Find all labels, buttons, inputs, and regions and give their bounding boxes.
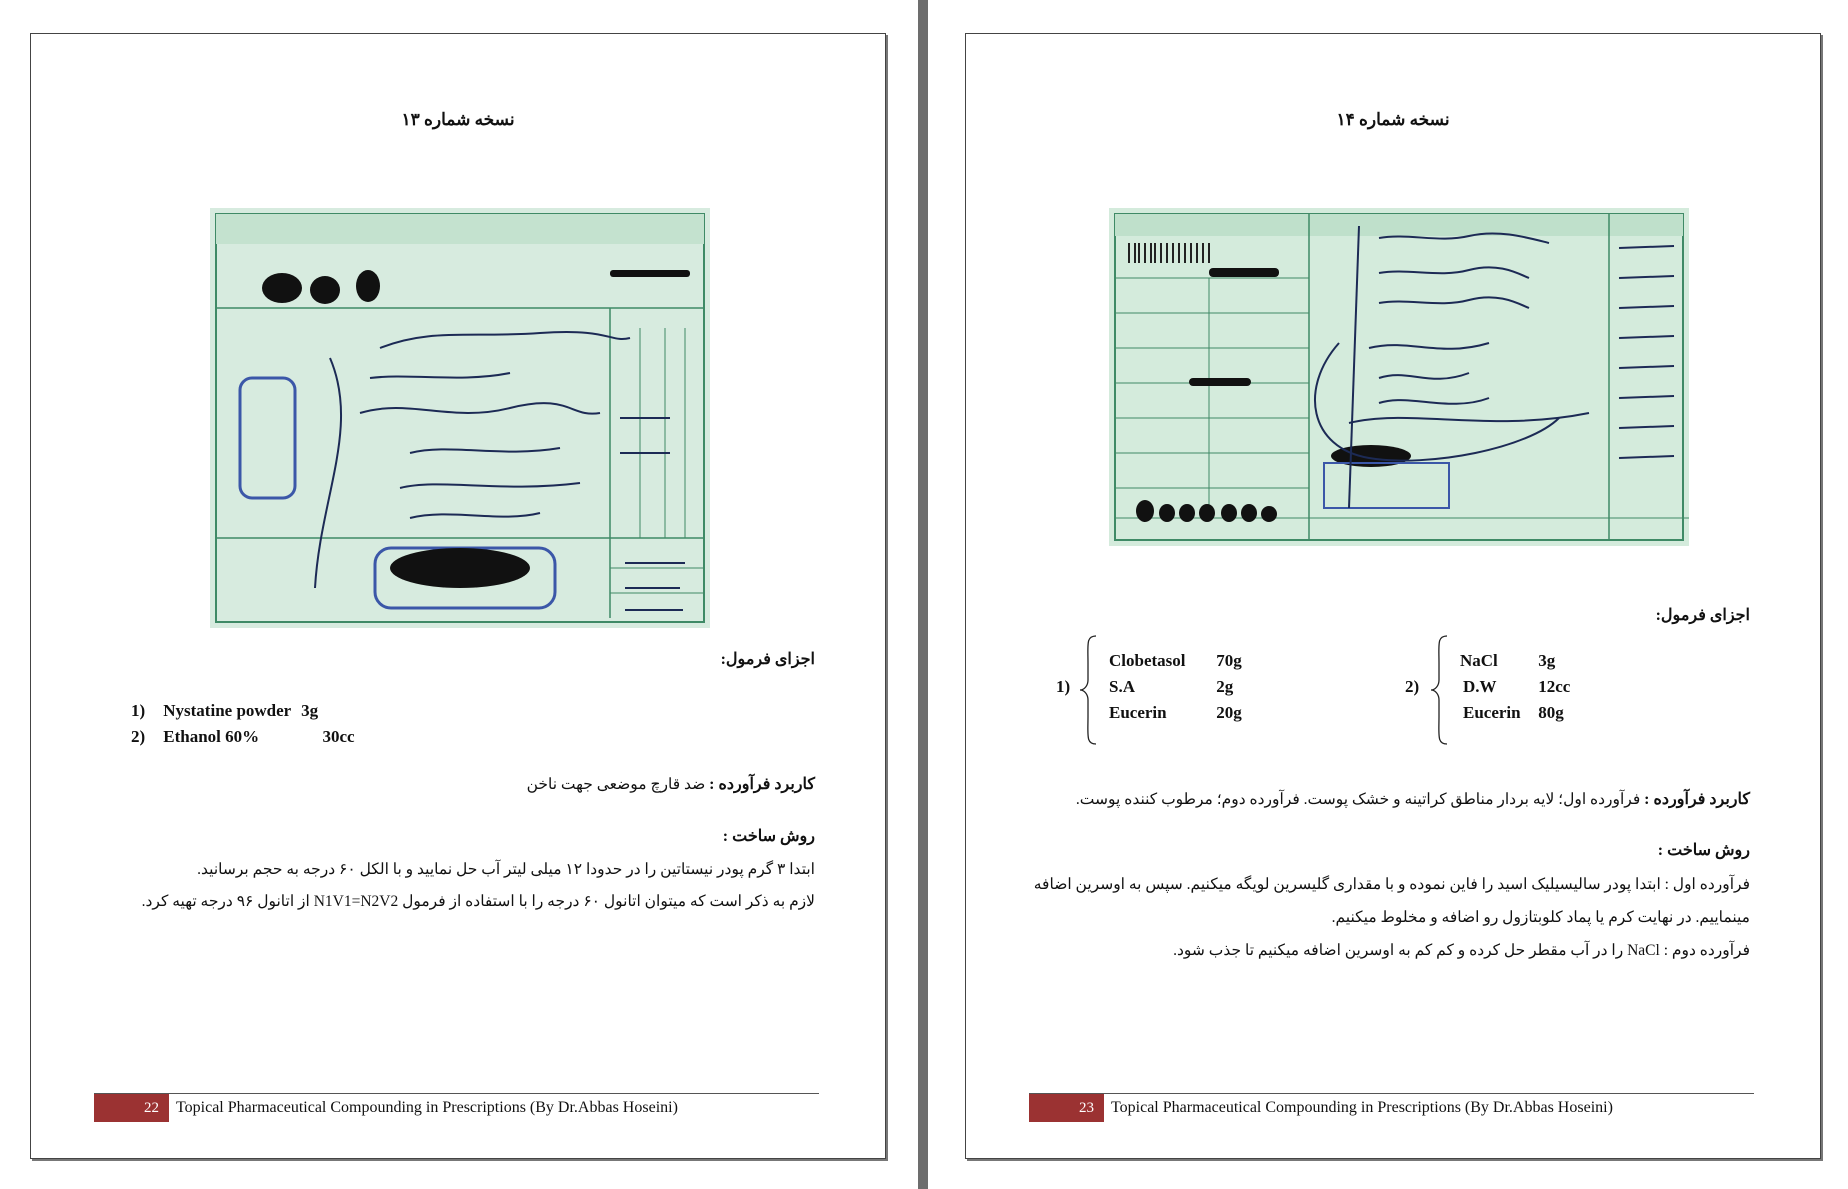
ingredient-line bbox=[131, 701, 318, 721]
usage-text: ضد قارچ موضعی جهت ناخن bbox=[526, 776, 706, 793]
ingredient-line bbox=[1460, 651, 1555, 671]
ingredient-name: S.A bbox=[1109, 677, 1135, 696]
ingredient-quantity: 20g bbox=[1216, 703, 1242, 722]
page-footer bbox=[94, 1093, 819, 1122]
ingredient-line bbox=[1463, 677, 1570, 697]
usage-label: کاربرد فرآورده : bbox=[1644, 791, 1750, 808]
ingredient-quantity: 3g bbox=[301, 701, 319, 720]
ingredient-line bbox=[1109, 651, 1242, 671]
ingredient-quantity: 12cc bbox=[1538, 677, 1571, 696]
prescription-scan-image bbox=[1109, 208, 1689, 546]
formula-heading: اجزای فرمول: bbox=[720, 651, 815, 668]
ingredient-quantity: 80g bbox=[1538, 703, 1564, 722]
group-brace bbox=[1429, 634, 1449, 746]
ingredient-name: Clobetasol bbox=[1109, 651, 1186, 670]
formula-heading: اجزای فرمول: bbox=[1655, 607, 1750, 624]
page-number-badge: 22 bbox=[94, 1094, 169, 1122]
ingredient-line bbox=[1109, 703, 1242, 723]
page-gutter bbox=[918, 0, 928, 1189]
page-title: نسخه شماره ۱۳ bbox=[401, 110, 515, 129]
ingredient-name: Ethanol 60% bbox=[163, 727, 260, 746]
ingredient-name: D.W bbox=[1463, 677, 1497, 696]
group-brace bbox=[1078, 634, 1098, 746]
footer-text: Topical Pharmaceutical Compounding in Prescriptions (By Dr.Abbas Hoseini) bbox=[1111, 1099, 1613, 1116]
ingredient-number: 2) bbox=[131, 727, 146, 746]
group-number: 1) bbox=[1056, 677, 1071, 696]
ingredient-name: Eucerin bbox=[1109, 703, 1167, 722]
usage-text: فرآورده اول؛ لایه بردار مناطق کراتینه و خشک پوست. فرآورده دوم؛ مرطوب کننده پوست. bbox=[1075, 791, 1641, 808]
method-line: ابتدا ۳ گرم پودر نیستاتین را در حدودا ۱۲ میلی لیتر آب حل نمایید و با الکل ۶۰ درجه به حجم برسانید. bbox=[197, 861, 815, 878]
ingredient-line bbox=[1109, 677, 1233, 697]
ingredient-quantity: 3g bbox=[1538, 651, 1556, 670]
page-title: نسخه شماره ۱۴ bbox=[1336, 110, 1450, 129]
method-line: لازم به ذکر است که میتوان اتانول ۶۰ درجه را با استفاده از فرمول N1V1=N2V2 از اتانول ۹۶ درجه تهیه کرد. bbox=[141, 893, 815, 910]
method-heading: روش ساخت : bbox=[722, 828, 815, 845]
ingredient-number: 1) bbox=[131, 701, 146, 720]
ingredient-quantity: 70g bbox=[1216, 651, 1242, 670]
usage-label: کاربرد فرآورده : bbox=[709, 776, 815, 793]
method-line: فرآورده دوم : NaCl را در آب مقطر حل کرده و کم کم به اوسرین اضافه میکنیم تا جذب شود. bbox=[1173, 942, 1750, 959]
method-line: فرآورده اول : ابتدا پودر سالیسیلیک اسید را فاین نموده و با مقداری گلیسرین لویگه میکنیم. سپس به اوسرین اضافه bbox=[1033, 876, 1750, 893]
prescription-scan-image bbox=[210, 208, 710, 628]
ingredient-name: Nystatine powder bbox=[163, 701, 291, 720]
page-number-badge: 23 bbox=[1029, 1094, 1104, 1122]
method-heading: روش ساخت : bbox=[1657, 842, 1750, 859]
footer-text: Topical Pharmaceutical Compounding in Prescriptions (By Dr.Abbas Hoseini) bbox=[176, 1099, 678, 1116]
ingredient-quantity: 30cc bbox=[322, 727, 355, 746]
document-page-22 bbox=[30, 33, 886, 1159]
ingredient-line bbox=[131, 727, 355, 747]
ingredient-name: NaCl bbox=[1460, 651, 1498, 670]
document-page-23 bbox=[965, 33, 1821, 1159]
ingredient-quantity: 2g bbox=[1216, 677, 1234, 696]
ingredient-name: Eucerin bbox=[1463, 703, 1521, 722]
ingredient-line bbox=[1463, 703, 1564, 723]
usage-line bbox=[1076, 789, 1750, 809]
group-number: 2) bbox=[1405, 677, 1420, 696]
method-line: مینماییم. در نهایت کرم یا پماد کلوبتازول رو اضافه و مخلوط میکنیم. bbox=[1331, 909, 1750, 926]
page-footer bbox=[1029, 1093, 1754, 1122]
usage-line bbox=[527, 774, 815, 794]
